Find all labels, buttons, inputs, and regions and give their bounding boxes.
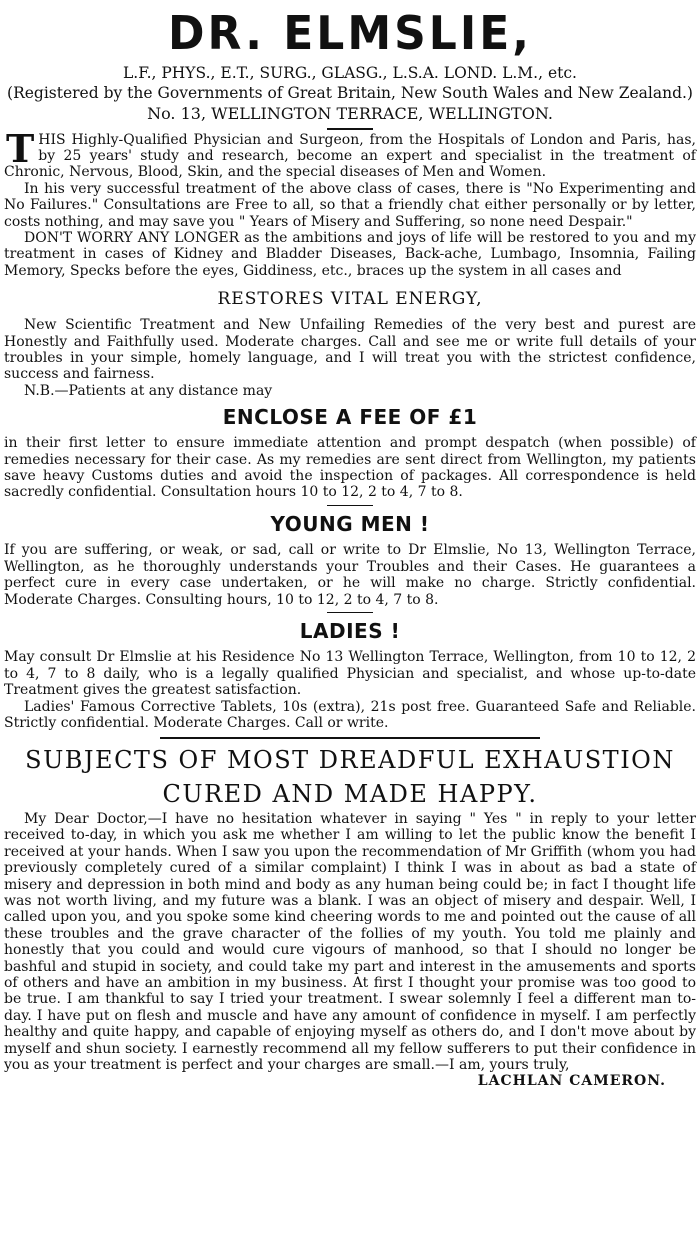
credentials: L.F., PHYS., E.T., SURG., GLASG., L.S.A. LOND. L.M., etc.	[123, 64, 577, 82]
address: No. 13, WELLINGTON TERRACE, WELLINGTON.	[147, 104, 553, 123]
testimonial-signature: LACHLAN CAMERON.	[477, 1073, 666, 1090]
fee-paragraph: in their first letter to ensure immediate attention and prompt despatch (when possible) of remedies necessary for their case. As my remedies are sent direct from Wellington, my patients save heavy Customs duties and avoid the inspection of packages. All correspondence is held sacredly confidential. Consultation hours 10 to 12, 2 to 4, 7 to 8.	[4, 435, 696, 501]
intro-section	[4, 125, 696, 280]
fee-section	[4, 435, 696, 501]
fee-heading: ENCLOSE A FEE OF £1	[222, 405, 478, 430]
ladies-paragraph-2: Ladies' Famous Corrective Tablets, 10s (extra), 21s post free. Guaranteed Safe and Reliable. Strictly confidential. Moderate Charges. Call or write.	[4, 698, 696, 732]
divider	[327, 505, 373, 507]
testimonial-section	[4, 811, 696, 1074]
intro-paragraph-3: DON'T WORRY ANY LONGER as the ambitions and joys of life will be restored to you and my treatment in cases of Kidney and Bladder Diseases, Back-ache, Lumbago, Insomnia, Failing Memory, Specks before the eyes, Giddiness, etc., braces up the system in all cases and	[4, 229, 696, 279]
drop-cap: T	[6, 125, 35, 171]
young-men-paragraph: If you are suffering, or weak, or sad, call or write to Dr Elmslie, No 13, Wellington Terrace, Wellington, as he thoroughly understands your Troubles and their Cases. He guarantees a perfect cure in every case undertaken, or he will make no charge. Strictly confidential. Moderate Charges. Consulting hours, 10 to 12, 2 to 4, 7 to 8.	[4, 542, 696, 608]
testimonial-headline-1: SUBJECTS OF MOST DREADFUL EXHAUSTION	[25, 745, 675, 774]
ladies-paragraph-1: May consult Dr Elmslie at his Residence No 13 Wellington Terrace, Wellington, from 10 to 12, 2 to 4, 7 to 8 daily, who is a legally qualified Physician and specialist, and whose up-to-date Treatment gives the greatest satisfaction.	[4, 649, 696, 699]
intro-paragraph-1: HIS Highly-Qualified Physician and Surgeon, from the Hospitals of London and Paris, has, by 25 years' study and research, become an expert and specialist in the treatment of Chronic, Nervous, Blood, Skin, and the special diseases of Men and Women.	[4, 131, 696, 181]
vital-section	[4, 317, 696, 399]
intro-paragraph-2: In his very successful treatment of the above class of cases, there is "No Experimenting and No Failures." Consultations are Free to all, so that a friendly chat either personally or by letter, costs nothing, and may save you " Years of Misery and Suffering, so none need Despair."	[4, 180, 696, 230]
divider	[327, 612, 373, 614]
vital-paragraph: New Scientific Treatment and New Unfailing Remedies of the very best and purest are Honestly and Faithfully used. Moderate charges. Call and see me or write full details of your troubles in your simple, homely language, and I will treat you with the strictest confidence, success and fairness.	[4, 317, 696, 383]
ladies-section	[4, 649, 696, 731]
masthead-title: DR. ELMSLIE,	[167, 6, 532, 61]
section-divider	[160, 737, 540, 739]
registration-note: (Registered by the Governments of Great Britain, New South Wales and New Zealand.)	[7, 84, 693, 102]
ladies-heading: LADIES !	[299, 619, 401, 644]
vital-energy-heading: RESTORES VITAL ENERGY,	[217, 289, 483, 310]
young-men-section	[4, 542, 696, 608]
testimonial-headline-2: CURED AND MADE HAPPY.	[162, 779, 538, 808]
testimonial-letter: My Dear Doctor,—I have no hesitation whatever in saying " Yes " in reply to your letter received to-day, in which you ask me whether I am willing to let the public know the benefit I received at your hands. When I saw you upon the recommendation of Mr Griffith (whom you had previously completely cured of a similar complaint) I think I was in about as bad a state of misery and depression in both mind and body as any human being could be; in fact I thought life was not worth living, and my future was a blank. I was an object of misery and despair. Well, I called upon you, and you spoke some kind cheering words to me and pointed out the cause of all these troubles and the grave character of the follies of my youth. You told me plainly and honestly that you could and would cure vigours of manhood, so that I should no longer be bashful and stupid in society, and could take my part and interest in the amusements and sports of others and have an ambition in my business. At first I thought your promise was too good to be true. I am thankful to say I tried your treatment. I swear solemnly I feel a different man to-day. I have put on flesh and muscle and have any amount of confidence in myself. I am perfectly healthy and quite happy, and capable of enjoying myself as others do, and I don't move about by myself and shun society. I earnestly recommend all my fellow sufferers to put their confidence in you as your treatment is perfect and your charges are small.—I am, yours truly,	[4, 810, 696, 1074]
nb-note: N.B.—Patients at any distance may	[24, 382, 273, 399]
young-men-heading: YOUNG MEN !	[270, 512, 430, 537]
divider	[327, 128, 373, 130]
